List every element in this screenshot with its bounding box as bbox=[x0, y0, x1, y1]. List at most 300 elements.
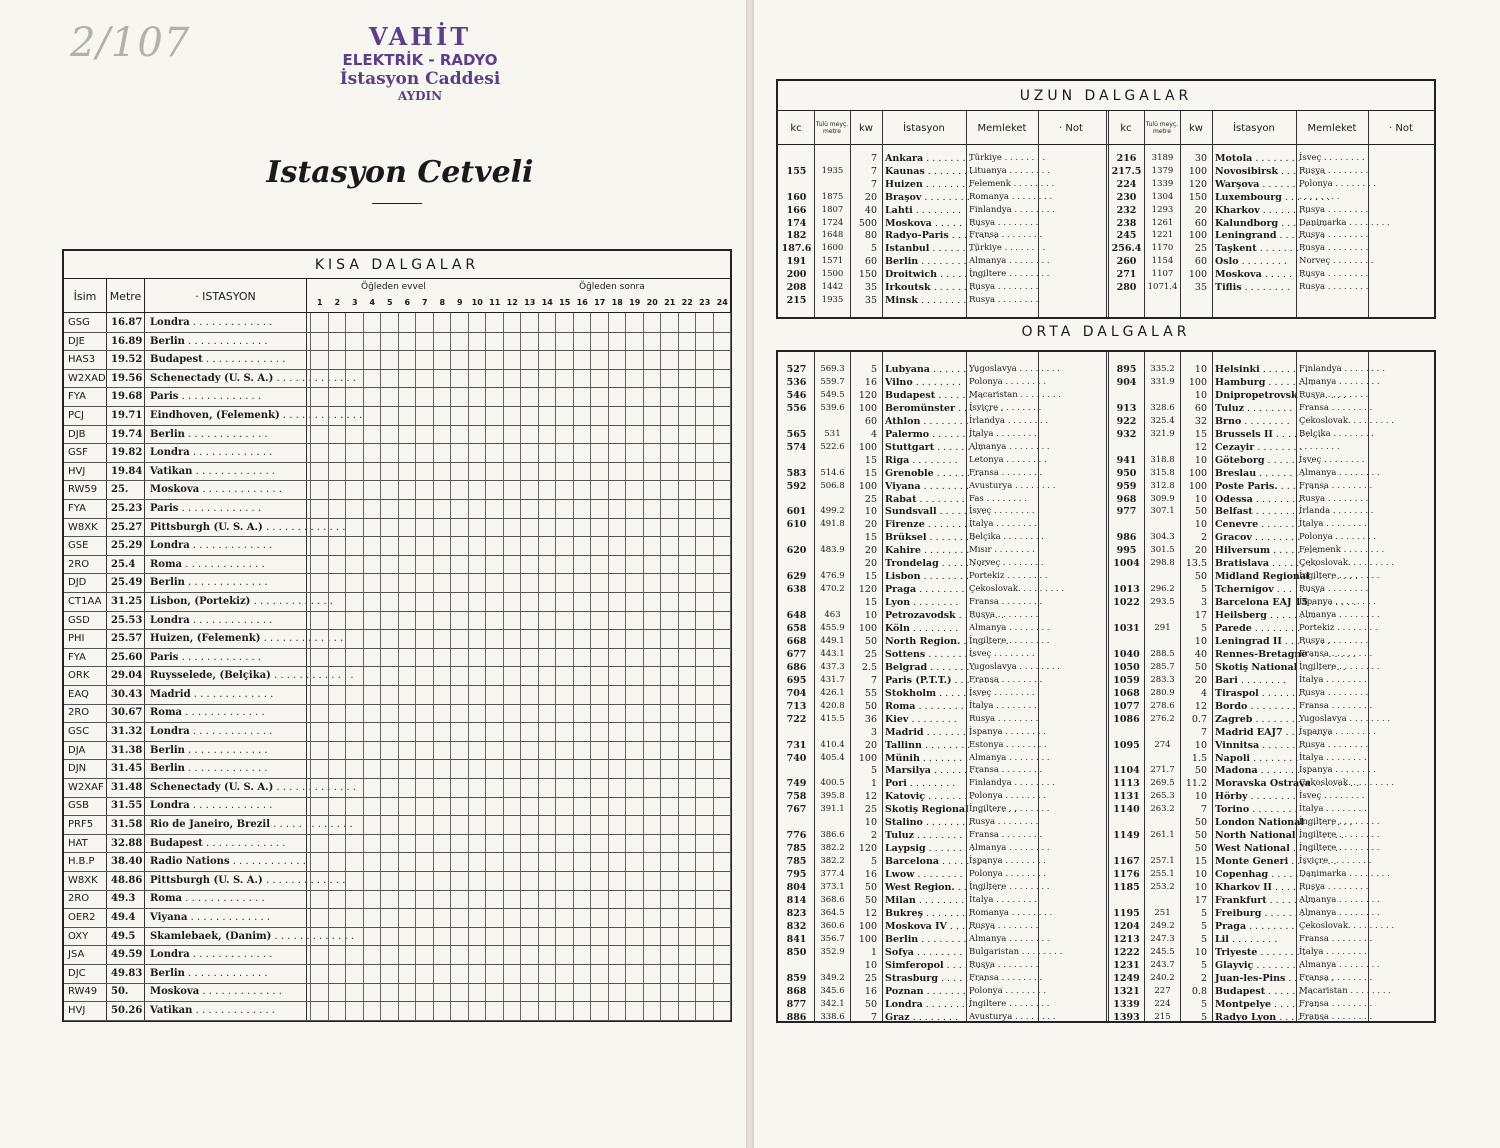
header-tulu: Tulü meyç. metre bbox=[1145, 121, 1179, 135]
station-name: Paris . . . bbox=[150, 652, 306, 663]
wavelength: 247.3 bbox=[1150, 933, 1175, 944]
power-kw: 20 bbox=[864, 739, 877, 751]
row-line bbox=[64, 666, 730, 667]
column-line bbox=[1296, 352, 1297, 1021]
country: Letonya . . . bbox=[969, 455, 1036, 465]
country: Almanya . . . bbox=[969, 442, 1036, 452]
country: Fransa . . . bbox=[1299, 999, 1366, 1009]
station-name: Sundsvall . . . bbox=[885, 506, 964, 517]
power-kw: 7 bbox=[870, 178, 877, 190]
row-line bbox=[64, 536, 730, 537]
station-name: Lwow . . . bbox=[885, 869, 964, 880]
station-name: Pittsburgh (U. S. A.) . . . bbox=[150, 522, 306, 533]
country: İngiltere . . . bbox=[969, 999, 1036, 1009]
frequency-kc: 1167 bbox=[1113, 856, 1140, 868]
wavelength: 29.04 bbox=[111, 670, 143, 682]
station-name: Londra . . . bbox=[150, 540, 306, 551]
wavelength: 31.32 bbox=[111, 726, 143, 738]
station-name: Minsk . . . bbox=[885, 295, 964, 306]
wavelength: 19.71 bbox=[111, 409, 143, 421]
power-kw: 1 bbox=[870, 946, 877, 958]
station-name: Triyeste . . . bbox=[1215, 947, 1294, 958]
wavelength: 291 bbox=[1154, 623, 1171, 633]
row-line bbox=[64, 462, 730, 463]
power-kw: 5 bbox=[870, 856, 877, 868]
power-kw: 16 bbox=[864, 985, 877, 997]
station-name: Moskova IV . . . bbox=[885, 921, 964, 932]
row-line bbox=[64, 350, 730, 351]
country: Fransa . . . bbox=[969, 597, 1036, 607]
frequency-kc: 859 bbox=[786, 972, 807, 984]
wavelength: 415.5 bbox=[820, 713, 845, 724]
power-kw: 100 bbox=[1188, 467, 1207, 479]
column-line bbox=[966, 352, 967, 1021]
country: Rusya . . . bbox=[969, 610, 1036, 620]
wavelength: 360.6 bbox=[820, 920, 845, 931]
wavelength: 25.53 bbox=[111, 614, 143, 626]
country: Rusya . . . bbox=[1299, 166, 1366, 176]
wavelength: 499.2 bbox=[820, 506, 845, 517]
wavelength: 50.26 bbox=[111, 1004, 143, 1016]
wavelength: 16.89 bbox=[111, 335, 143, 347]
station-name: Braşov . . . bbox=[885, 192, 964, 203]
power-kw: 50 bbox=[1194, 830, 1207, 842]
station-name: Sofya . . . bbox=[885, 947, 964, 958]
column-line bbox=[1368, 352, 1369, 1021]
station-name: Berlin . . . bbox=[150, 763, 306, 774]
power-kw: 100 bbox=[858, 752, 877, 764]
wavelength: 1170 bbox=[1151, 243, 1174, 254]
power-kw: 12 bbox=[864, 907, 877, 919]
wavelength: 31.58 bbox=[111, 819, 143, 831]
call-sign: ORK bbox=[68, 670, 90, 682]
wavelength: 25.23 bbox=[111, 502, 143, 514]
station-name: Firenze . . . bbox=[885, 519, 964, 530]
row-line bbox=[64, 406, 730, 407]
station-name: West Region. . . . bbox=[885, 882, 964, 893]
call-sign: EAQ bbox=[68, 688, 89, 700]
station-name: Petrozavodsk . . . bbox=[885, 610, 964, 621]
station-name: Warşova . . . bbox=[1215, 179, 1294, 190]
frequency-kc: 191 bbox=[786, 256, 807, 268]
call-sign: HVJ bbox=[68, 1004, 86, 1016]
power-kw: 5 bbox=[1200, 623, 1207, 634]
wavelength: 405.4 bbox=[820, 752, 845, 763]
frequency-kc: 1149 bbox=[1113, 830, 1140, 842]
station-name: Bratislava . . . bbox=[1215, 558, 1294, 569]
power-kw: 15 bbox=[864, 571, 877, 583]
wavelength: 1935 bbox=[821, 294, 844, 305]
power-kw: 50 bbox=[1194, 817, 1207, 829]
station-name: Eindhoven, (Felemenk) . . . bbox=[150, 410, 306, 421]
station-name: Stuttgart . . . bbox=[885, 442, 964, 453]
country: Almanya . . . bbox=[969, 256, 1036, 266]
wavelength: 227 bbox=[1154, 985, 1171, 996]
wavelength: 1293 bbox=[1151, 204, 1174, 215]
frequency-kc: 217.5 bbox=[1111, 165, 1142, 177]
wavelength: 263.2 bbox=[1150, 804, 1175, 815]
station-name: Frankfurt . . . bbox=[1215, 895, 1294, 906]
frequency-kc: 968 bbox=[1116, 493, 1137, 505]
frequency-kc: 200 bbox=[786, 269, 807, 281]
station-name: Bari . . . bbox=[1215, 675, 1294, 686]
station-name: Radio Nations . . . bbox=[150, 856, 306, 867]
header-hours bbox=[306, 279, 730, 313]
country: Belçika . . . bbox=[969, 532, 1036, 542]
frequency-kc: 1131 bbox=[1113, 791, 1140, 803]
station-name: Monte Generi . . . bbox=[1215, 856, 1294, 867]
country: İsveç . . . bbox=[1299, 791, 1366, 801]
station-name: Motola . . . bbox=[1215, 153, 1294, 164]
frequency-kc: 785 bbox=[786, 856, 807, 868]
column-line bbox=[850, 352, 851, 1021]
power-kw: 120 bbox=[858, 389, 877, 401]
row-line bbox=[64, 425, 730, 426]
wavelength: 278.6 bbox=[1150, 700, 1175, 711]
country: İrlandya . . . bbox=[969, 416, 1036, 426]
power-kw: 120 bbox=[858, 584, 877, 596]
country: Norveç . . . bbox=[1299, 256, 1366, 266]
frequency-kc: 868 bbox=[786, 985, 807, 997]
country: Fransa . . . bbox=[969, 468, 1036, 478]
row-line bbox=[64, 555, 730, 556]
header-kw: kw bbox=[859, 122, 873, 134]
station-name: Paris . . . bbox=[150, 391, 306, 402]
call-sign: OXY bbox=[68, 930, 89, 942]
power-kw: 15 bbox=[864, 597, 877, 609]
header-not: · Not bbox=[1389, 122, 1413, 134]
station-name: Vatikan . . . bbox=[150, 466, 306, 477]
country: Çekoslovak. . . . bbox=[1299, 921, 1366, 931]
country: İngiltere . . . bbox=[1299, 843, 1366, 853]
station-name: Budapest . . . bbox=[150, 838, 306, 849]
column-line bbox=[1296, 111, 1297, 317]
frequency-kc: 1249 bbox=[1113, 972, 1140, 984]
power-kw: 5 bbox=[1200, 959, 1207, 971]
wavelength: 31.45 bbox=[111, 763, 143, 775]
station-name: Poznan . . . bbox=[885, 986, 964, 997]
power-kw: 0.7 bbox=[1191, 713, 1207, 725]
country: Macaristan . . . bbox=[969, 390, 1036, 400]
station-name: Barcelona . . . bbox=[885, 856, 964, 867]
frequency-kc: 155 bbox=[786, 165, 807, 177]
row-line bbox=[64, 834, 730, 835]
wavelength: 431.7 bbox=[820, 674, 845, 685]
country: İngiltere . . . bbox=[1299, 571, 1366, 581]
station-name: Ankara . . . bbox=[885, 153, 964, 164]
country: Estonya . . . bbox=[969, 740, 1036, 750]
power-kw: 10 bbox=[1194, 519, 1207, 531]
station-name: Vilno . . . bbox=[885, 377, 964, 388]
wavelength: 335.2 bbox=[1150, 364, 1175, 374]
wavelength: 19.82 bbox=[111, 447, 143, 459]
station-name: Simferopol . . . bbox=[885, 960, 964, 971]
country: İtalya . . . bbox=[969, 429, 1036, 439]
country: Polonya . . . bbox=[969, 869, 1036, 879]
station-name: Parede . . . bbox=[1215, 623, 1294, 634]
wavelength: 443.1 bbox=[820, 648, 845, 659]
power-kw: 60 bbox=[1194, 402, 1207, 414]
power-kw: 10 bbox=[1194, 454, 1207, 466]
station-name: Katoviç . . . bbox=[885, 791, 964, 802]
country: Fransa . . . bbox=[969, 230, 1036, 240]
power-kw: 20 bbox=[1194, 545, 1207, 557]
power-kw: 5 bbox=[1200, 907, 1207, 919]
wavelength: 377.4 bbox=[820, 869, 845, 880]
frequency-kc: 785 bbox=[786, 843, 807, 855]
short-wave-title: KISA DALGALAR bbox=[64, 251, 730, 279]
power-kw: 50 bbox=[864, 700, 877, 712]
power-kw: 5 bbox=[870, 765, 877, 777]
frequency-kc: 638 bbox=[786, 584, 807, 596]
call-sign: W2XAD bbox=[68, 372, 106, 384]
wavelength: 1304 bbox=[1151, 191, 1174, 202]
country: Danimarka . . . bbox=[1299, 218, 1366, 228]
station-name: Kalundborg . . . bbox=[1215, 218, 1294, 229]
frequency-kc: 208 bbox=[786, 282, 807, 293]
power-kw: 60 bbox=[864, 256, 877, 268]
frequency-kc: 1185 bbox=[1113, 882, 1140, 893]
country: Fransa . . . bbox=[1299, 403, 1366, 413]
wavelength: 352.9 bbox=[820, 946, 845, 957]
station-name: Lubyana . . . bbox=[885, 364, 964, 375]
power-kw: 60 bbox=[1194, 217, 1207, 229]
station-name: Palermo . . . bbox=[885, 429, 964, 440]
call-sign: GSC bbox=[68, 726, 90, 738]
wavelength: 349.2 bbox=[820, 972, 845, 983]
country: İsviçre . . . bbox=[969, 403, 1036, 413]
column-line bbox=[882, 111, 883, 317]
station-name: Roma . . . bbox=[150, 559, 306, 570]
power-kw: 2 bbox=[870, 830, 877, 842]
country: Çekoslovak. . . . bbox=[969, 584, 1036, 594]
wavelength: 400.5 bbox=[820, 778, 845, 789]
country: Macaristan . . . bbox=[1299, 986, 1366, 996]
station-name: Lahti . . . bbox=[885, 205, 964, 216]
station-name: Bukreş . . . bbox=[885, 908, 964, 919]
power-kw: 10 bbox=[1194, 635, 1207, 647]
country bbox=[1299, 192, 1366, 202]
frequency-kc: 280 bbox=[1116, 282, 1137, 293]
frequency-kc: 832 bbox=[786, 920, 807, 932]
station-name: Paris (P.T.T.) . . . bbox=[885, 675, 964, 686]
wavelength: 19.68 bbox=[111, 391, 143, 403]
wavelength: 1648 bbox=[821, 230, 844, 241]
station-name: Moravska Ostrava . . . bbox=[1215, 778, 1294, 789]
country: Rusya . . . bbox=[969, 218, 1036, 228]
wavelength: 265.3 bbox=[1150, 791, 1175, 802]
wavelength: 293.5 bbox=[1150, 597, 1175, 608]
power-kw: 50 bbox=[1194, 661, 1207, 673]
country: Rusya . . . bbox=[969, 295, 1036, 305]
frequency-kc: 686 bbox=[786, 661, 807, 673]
frequency-kc: 959 bbox=[1116, 480, 1137, 492]
country: Rusya . . . bbox=[1299, 494, 1366, 504]
wavelength: 261.1 bbox=[1150, 830, 1175, 841]
country: Rusya . . . bbox=[969, 960, 1036, 970]
country: Fransa . . . bbox=[1299, 973, 1366, 983]
power-kw: 20 bbox=[1194, 674, 1207, 686]
column-line bbox=[1368, 111, 1369, 317]
wavelength: 318.8 bbox=[1150, 454, 1175, 465]
wavelength: 31.48 bbox=[111, 781, 143, 793]
frequency-kc: 1140 bbox=[1113, 804, 1140, 816]
wavelength: 307.1 bbox=[1150, 506, 1175, 517]
column-line bbox=[1144, 111, 1145, 317]
station-name: Strasburg . . . bbox=[885, 973, 964, 984]
row-line bbox=[64, 611, 730, 612]
wavelength: 1875 bbox=[821, 191, 844, 202]
wavelength: 38.40 bbox=[111, 856, 143, 868]
station-name: Istanbul . . . bbox=[885, 243, 964, 254]
country: Polonya . . . bbox=[969, 986, 1036, 996]
country: Rusya . . . bbox=[1299, 205, 1366, 215]
hour-label: 6 bbox=[404, 298, 411, 307]
frequency-kc: 941 bbox=[1116, 454, 1137, 466]
power-kw: 100 bbox=[858, 402, 877, 414]
wavelength: 255.1 bbox=[1150, 869, 1175, 880]
frequency-kc: 238 bbox=[1116, 217, 1137, 229]
station-name: Lisbon . . . bbox=[885, 571, 964, 582]
country: Rusya . . . bbox=[969, 921, 1036, 931]
power-kw: 3 bbox=[870, 726, 877, 738]
wavelength: 455.9 bbox=[820, 623, 845, 633]
station-name: Marsilya . . . bbox=[885, 765, 964, 776]
frequency-kc: 1022 bbox=[1113, 597, 1140, 609]
station-name: Breslau . . . bbox=[1215, 468, 1294, 479]
station-name: Tuluz . . . bbox=[885, 830, 964, 841]
country: İtalya . . . bbox=[1299, 947, 1366, 957]
call-sign: GSF bbox=[68, 447, 88, 459]
station-name: Helsinki . . . bbox=[1215, 364, 1294, 375]
frequency-kc: 695 bbox=[786, 674, 807, 686]
country: Fransa . . . bbox=[969, 830, 1036, 840]
stamp-line-1: VAHİT bbox=[368, 22, 472, 51]
wavelength: 463 bbox=[824, 610, 841, 621]
country: Almanya . . . bbox=[969, 753, 1036, 763]
frequency-kc: 1222 bbox=[1113, 946, 1140, 958]
power-kw: 100 bbox=[858, 480, 877, 492]
call-sign: HVJ bbox=[68, 465, 86, 477]
frequency-kc: 877 bbox=[786, 998, 807, 1010]
power-kw: 25 bbox=[864, 493, 877, 505]
wavelength: 296.2 bbox=[1150, 584, 1175, 595]
country: Portekiz . . . bbox=[1299, 623, 1366, 633]
frequency-kc: 187.6 bbox=[781, 243, 812, 255]
country: İngiltere . . . bbox=[1299, 830, 1366, 840]
wavelength: 342.1 bbox=[820, 998, 845, 1009]
station-name: Vinnitsa . . . bbox=[1215, 740, 1294, 751]
wavelength: 345.6 bbox=[820, 985, 845, 996]
column-line bbox=[1180, 352, 1181, 1021]
call-sign: PRF5 bbox=[68, 819, 94, 831]
power-kw: 7 bbox=[1200, 804, 1207, 816]
power-kw: 2 bbox=[1200, 532, 1207, 544]
row-line bbox=[64, 983, 730, 984]
country: İngiltere . . . bbox=[969, 804, 1036, 814]
row-line bbox=[64, 927, 730, 928]
power-kw: 5 bbox=[870, 243, 877, 255]
call-sign: DJB bbox=[68, 428, 86, 440]
wavelength: 269.5 bbox=[1150, 778, 1175, 789]
column-line bbox=[966, 111, 967, 317]
country: Rusya . . . bbox=[1299, 636, 1366, 646]
frequency-kc: 886 bbox=[786, 1011, 807, 1023]
station-name: Radyo Lyon . . . bbox=[1215, 1012, 1294, 1023]
wavelength: 315.8 bbox=[1150, 467, 1175, 478]
wavelength: 559.7 bbox=[820, 376, 845, 387]
country: Rusya . . . bbox=[969, 714, 1036, 724]
wavelength: 364.5 bbox=[820, 907, 845, 918]
country: Felemenk . . . bbox=[1299, 545, 1366, 555]
country: Avusturya . . . bbox=[969, 481, 1036, 491]
station-name: Brüksel . . . bbox=[885, 532, 964, 543]
frequency-kc: 1050 bbox=[1113, 661, 1140, 673]
country: Almanya . . . bbox=[1299, 960, 1366, 970]
power-kw: 7 bbox=[870, 153, 877, 164]
frequency-kc: 230 bbox=[1116, 191, 1137, 203]
power-kw: 10 bbox=[864, 959, 877, 971]
station-name: Copenhag . . . bbox=[1215, 869, 1294, 880]
power-kw: 4 bbox=[870, 428, 877, 440]
call-sign: RW59 bbox=[68, 484, 98, 496]
wavelength: 16.87 bbox=[111, 317, 143, 328]
frequency-kc: 823 bbox=[786, 907, 807, 919]
hour-label: 20 bbox=[646, 298, 658, 307]
frequency-kc: 932 bbox=[1116, 428, 1137, 440]
wavelength: 386.6 bbox=[820, 830, 845, 841]
frequency-kc: 841 bbox=[786, 933, 807, 945]
frequency-kc: 574 bbox=[786, 441, 807, 453]
frequency-kc: 795 bbox=[786, 869, 807, 881]
hour-label: 1 bbox=[316, 298, 323, 307]
frequency-kc: 527 bbox=[786, 364, 807, 375]
wavelength: 1221 bbox=[1151, 230, 1174, 241]
station-name: Stalino . . . bbox=[885, 817, 964, 828]
station-name: Kahire . . . bbox=[885, 545, 964, 556]
hour-label: 16 bbox=[576, 298, 588, 307]
country: Fransa . . . bbox=[1299, 1012, 1366, 1022]
station-name: Moskova . . . bbox=[150, 986, 306, 997]
power-kw: 25 bbox=[864, 972, 877, 984]
column-line bbox=[814, 111, 815, 317]
row-line bbox=[64, 499, 730, 500]
row-line bbox=[64, 1020, 730, 1021]
power-kw: 35 bbox=[1194, 282, 1207, 293]
frequency-kc: 166 bbox=[786, 204, 807, 216]
country: Almanya . . . bbox=[1299, 908, 1366, 918]
country: Almanya . . . bbox=[969, 843, 1036, 853]
power-kw: 100 bbox=[858, 623, 877, 634]
power-kw: 10 bbox=[1194, 739, 1207, 751]
column-line bbox=[1212, 352, 1213, 1021]
station-name: Ruysselede, (Belçika) . . . bbox=[150, 670, 306, 681]
country: İsveç . . . bbox=[1299, 455, 1366, 465]
long-wave-rows bbox=[778, 111, 1434, 317]
wavelength: 1935 bbox=[821, 165, 844, 176]
call-sign: RW49 bbox=[68, 986, 98, 998]
station-name: Tiraspol . . . bbox=[1215, 688, 1294, 699]
wavelength: 49.83 bbox=[111, 967, 143, 979]
country: Türkiye . . . bbox=[969, 243, 1036, 253]
country: Rusya . . . bbox=[1299, 390, 1366, 400]
station-name: Leningrad II . . . bbox=[1215, 636, 1294, 647]
wavelength: 30.67 bbox=[111, 707, 143, 719]
country: Rusya . . . bbox=[969, 282, 1036, 292]
country: İtalya . . . bbox=[1299, 519, 1366, 529]
station-name: Oslo . . . bbox=[1215, 256, 1294, 267]
row-line bbox=[64, 890, 730, 891]
